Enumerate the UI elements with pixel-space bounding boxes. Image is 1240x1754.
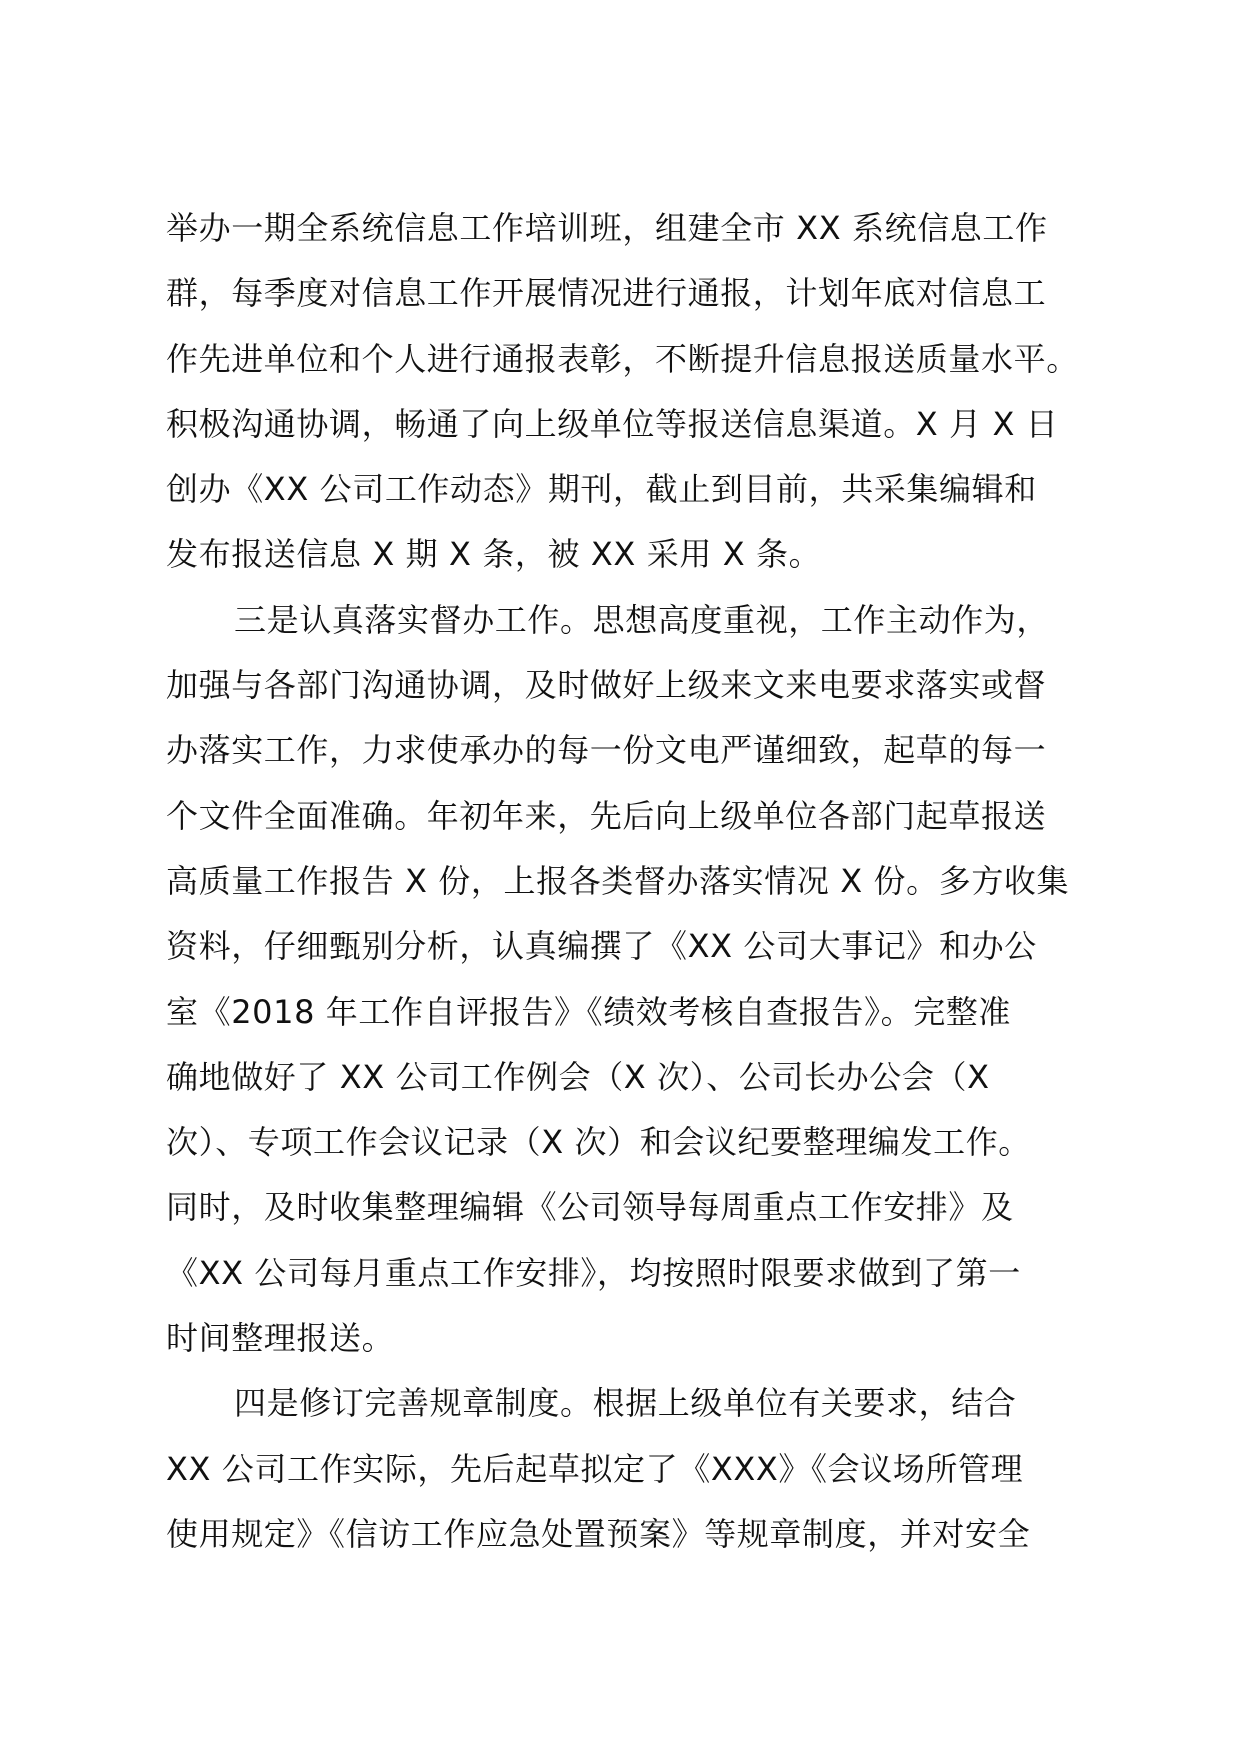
text-line: 群，每季度对信息工作开展情况进行通报，计划年底对信息工 <box>166 274 1047 313</box>
text-line: 《XX 公司每月重点工作安排》，均按照时限要求做到了第一 <box>166 1253 1021 1292</box>
paragraph-start-line: 四是修订完善规章制度。根据上级单位有关要求，结合 <box>234 1384 1017 1423</box>
text-line: 使用规定》《信访工作应急处置预案》等规章制度，并对安全 <box>166 1514 1031 1553</box>
body-text <box>166 196 1086 1567</box>
paragraph-start-line: 三是认真落实督办工作。思想高度重视，工作主动作为， <box>234 600 1050 639</box>
text-line: 加强与各部门沟通协调，及时做好上级来文来电要求落实或督 <box>166 666 1047 705</box>
text-line: 确地做好了 XX 公司工作例会（X 次）、公司长办公会（X <box>166 1057 990 1096</box>
text-line: 同时，及时收集整理编辑《公司领导每周重点工作安排》及 <box>166 1188 1014 1227</box>
text-line: 室《2018 年工作自评报告》《绩效考核自查报告》。完整准 <box>166 992 1012 1031</box>
text-line: 办落实工作，力求使承办的每一份文电严谨细致，起草的每一 <box>166 731 1047 770</box>
text-line: 积极沟通协调，畅通了向上级单位等报送信息渠道。X 月 X 日 <box>166 404 1059 443</box>
text-line: 高质量工作报告 X 份，上报各类督办落实情况 X 份。多方收集 <box>166 861 1070 900</box>
text-line: 次）、专项工作会议记录（X 次）和会议纪要整理编发工作。 <box>166 1123 1031 1162</box>
text-line: 资料，仔细甄别分析，认真编撰了《XX 公司大事记》和办公 <box>166 927 1037 966</box>
text-line: 发布报送信息 X 期 X 条，被 XX 采用 X 条。 <box>166 535 822 574</box>
text-line: 举办一期全系统信息工作培训班，组建全市 XX 系统信息工作 <box>166 209 1048 247</box>
text-line: 创办《XX 公司工作动态》期刊，截止到目前，共采集编辑和 <box>166 470 1037 509</box>
text-line: 作先进单位和个人进行通报表彰，不断提升信息报送质量水平。 <box>166 339 1079 378</box>
text-line: 个文件全面准确。年初年来，先后向上级单位各部门起草报送 <box>166 796 1047 835</box>
text-line: XX 公司工作实际，先后起草拟定了《XXX》《会议场所管理 <box>166 1449 1024 1488</box>
text-line: 时间整理报送。 <box>166 1319 395 1358</box>
